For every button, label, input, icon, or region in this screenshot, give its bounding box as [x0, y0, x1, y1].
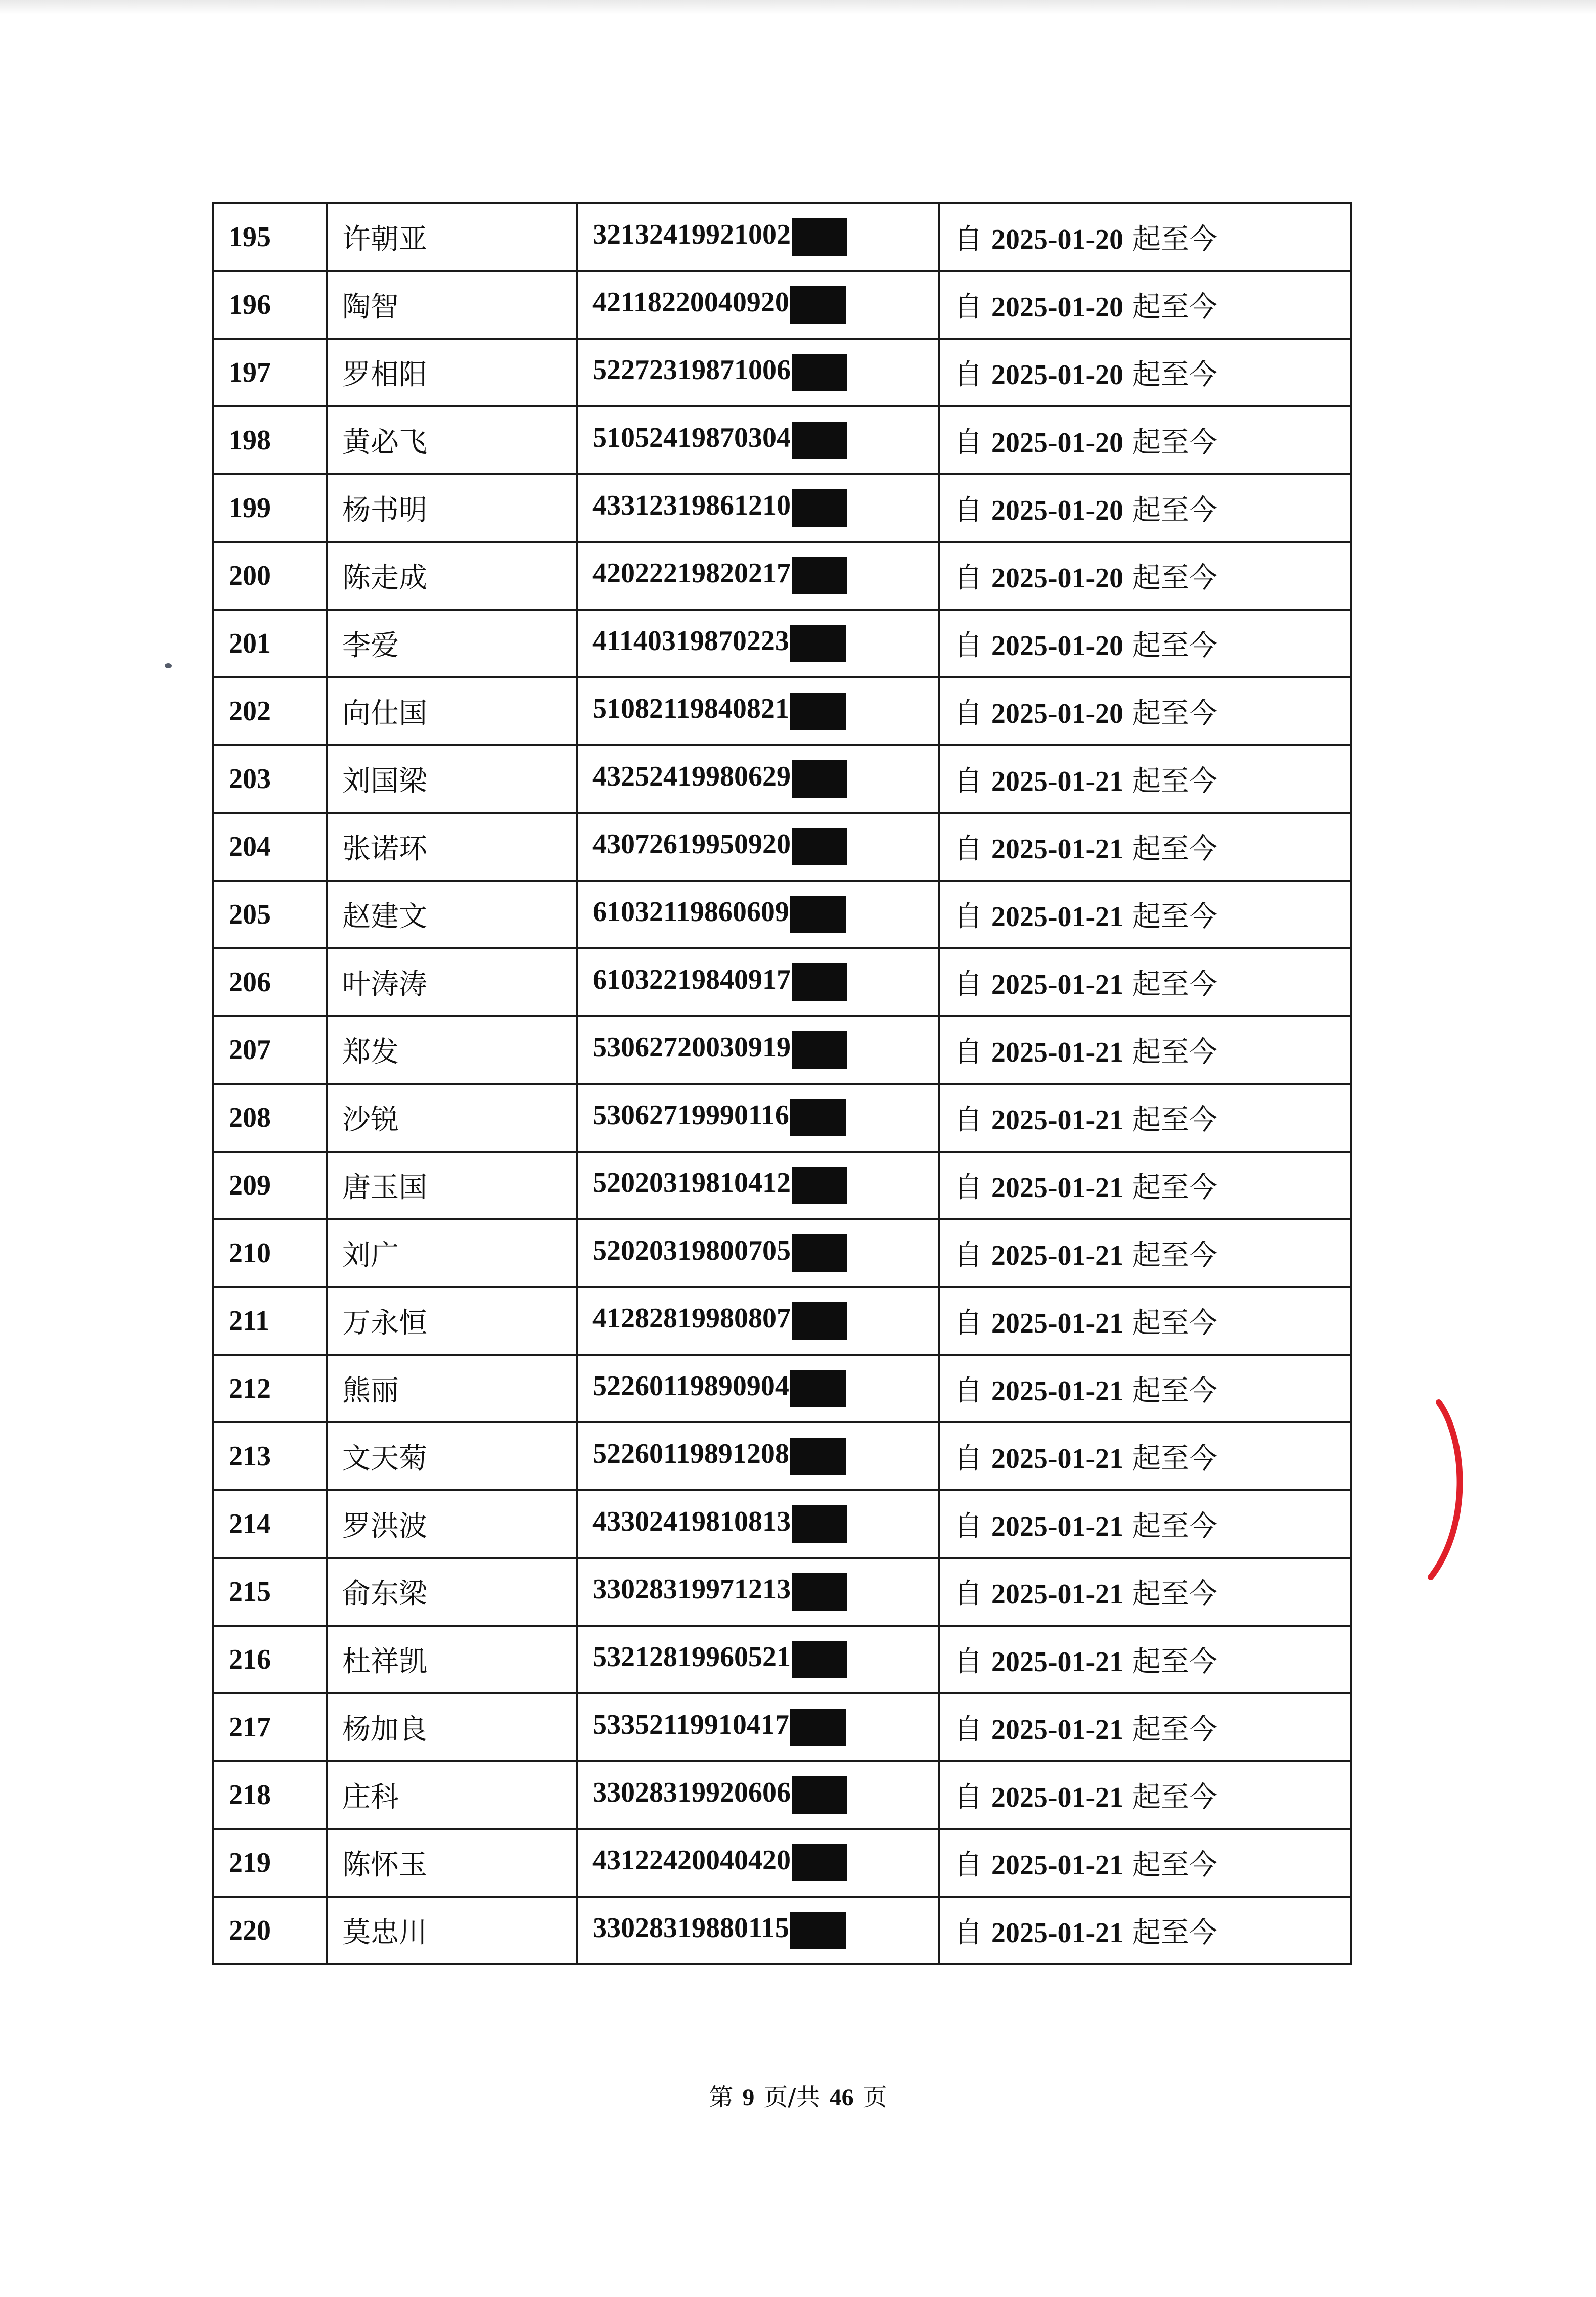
id-number-cell [577, 1897, 939, 1964]
period-cell [939, 339, 1351, 406]
period-cell [939, 1422, 1351, 1490]
period-cell [939, 474, 1351, 542]
row-number: 212 [213, 1355, 327, 1422]
period-cell [939, 1152, 1351, 1219]
period-suffix: 起至今 [1132, 1036, 1217, 1069]
redaction-block [792, 557, 847, 594]
period-prefix: 自 [954, 291, 982, 324]
person-name: 李爱 [327, 610, 577, 677]
row-number: 216 [213, 1626, 327, 1693]
records-table [212, 202, 1352, 1965]
period-date: 2025-01-21 [991, 1037, 1124, 1068]
period-cell [939, 881, 1351, 948]
id-number-visible: 61032119860609 [592, 896, 789, 928]
id-number-cell [577, 406, 939, 474]
table-row [213, 881, 1351, 948]
id-number-visible: 43302419810813 [592, 1505, 791, 1537]
period-cell [939, 1761, 1351, 1829]
row-number: 213 [213, 1422, 327, 1490]
period-prefix: 自 [954, 1645, 982, 1678]
person-name: 郑发 [327, 1016, 577, 1084]
id-number-visible: 53352119910417 [592, 1709, 789, 1740]
period-suffix: 起至今 [1132, 291, 1217, 324]
row-number: 217 [213, 1693, 327, 1761]
period-cell [939, 1219, 1351, 1287]
period-prefix: 自 [954, 629, 982, 662]
id-number-cell [577, 1016, 939, 1084]
table-row [213, 1490, 1351, 1558]
person-name: 杨书明 [327, 474, 577, 542]
period-date: 2025-01-20 [991, 698, 1124, 729]
id-number-cell [577, 1152, 939, 1219]
period-date: 2025-01-21 [991, 1646, 1124, 1678]
period-cell [939, 406, 1351, 474]
period-cell [939, 1626, 1351, 1693]
footer-current-page: 9 [742, 2084, 755, 2111]
period-suffix: 起至今 [1132, 358, 1217, 391]
id-number-visible: 32132419921002 [592, 218, 791, 250]
period-suffix: 起至今 [1132, 1781, 1217, 1814]
person-name: 张诺环 [327, 813, 577, 881]
id-number-cell [577, 203, 939, 271]
period-suffix: 起至今 [1132, 1442, 1217, 1475]
redaction-block [790, 896, 846, 933]
period-date: 2025-01-20 [991, 427, 1124, 458]
redaction-block [792, 963, 847, 1001]
redaction-block [792, 1844, 847, 1881]
period-cell [939, 1897, 1351, 1964]
redaction-block [792, 1234, 847, 1272]
period-prefix: 自 [954, 1849, 982, 1881]
table-row [213, 1016, 1351, 1084]
period-suffix: 起至今 [1132, 1916, 1217, 1949]
period-cell [939, 1084, 1351, 1152]
period-prefix: 自 [954, 900, 982, 933]
redaction-block [790, 625, 846, 662]
table-row [213, 1219, 1351, 1287]
id-number-visible: 53062719990116 [592, 1099, 789, 1131]
id-number-visible: 43252419980629 [592, 760, 791, 792]
id-number-visible: 43122420040420 [592, 1844, 791, 1876]
period-date: 2025-01-20 [991, 495, 1124, 526]
id-number-cell [577, 1084, 939, 1152]
period-prefix: 自 [954, 697, 982, 730]
redaction-block [790, 1099, 846, 1136]
period-prefix: 自 [954, 562, 982, 594]
row-number: 208 [213, 1084, 327, 1152]
person-name: 陶智 [327, 271, 577, 339]
table-row [213, 677, 1351, 745]
row-number: 196 [213, 271, 327, 339]
id-number-visible: 51052419870304 [592, 422, 791, 453]
table-row [213, 1084, 1351, 1152]
period-date: 2025-01-21 [991, 1511, 1124, 1542]
scan-top-edge [0, 0, 1596, 14]
period-date: 2025-01-21 [991, 1375, 1124, 1407]
table-row [213, 1422, 1351, 1490]
period-suffix: 起至今 [1132, 629, 1217, 662]
id-number-visible: 52260119891208 [592, 1438, 789, 1469]
redaction-block [790, 286, 846, 324]
id-number-cell [577, 948, 939, 1016]
person-name: 许朝亚 [327, 203, 577, 271]
redaction-block [792, 760, 847, 798]
row-number: 200 [213, 542, 327, 610]
period-prefix: 自 [954, 1104, 982, 1136]
period-cell [939, 542, 1351, 610]
person-name: 陈走成 [327, 542, 577, 610]
period-cell [939, 1287, 1351, 1355]
table-row [213, 1761, 1351, 1829]
period-prefix: 自 [954, 358, 982, 391]
period-suffix: 起至今 [1132, 968, 1217, 1001]
footer-middle: 页/共 [763, 2083, 820, 2111]
row-number: 199 [213, 474, 327, 542]
period-prefix: 自 [954, 426, 982, 459]
row-number: 206 [213, 948, 327, 1016]
id-number-visible: 42022219820217 [592, 557, 791, 589]
table-row [213, 406, 1351, 474]
period-prefix: 自 [954, 765, 982, 798]
period-cell [939, 948, 1351, 1016]
period-date: 2025-01-20 [991, 630, 1124, 662]
redaction-block [792, 218, 847, 256]
period-prefix: 自 [954, 1781, 982, 1814]
period-prefix: 自 [954, 1916, 982, 1949]
id-number-cell [577, 881, 939, 948]
period-date: 2025-01-20 [991, 292, 1124, 323]
table-row [213, 203, 1351, 271]
table-row [213, 1626, 1351, 1693]
period-prefix: 自 [954, 1171, 982, 1204]
period-prefix: 自 [954, 1510, 982, 1543]
id-number-visible: 61032219840917 [592, 963, 791, 995]
period-date: 2025-01-20 [991, 359, 1124, 391]
period-suffix: 起至今 [1132, 1239, 1217, 1272]
period-date: 2025-01-21 [991, 766, 1124, 797]
person-name: 黄必飞 [327, 406, 577, 474]
period-date: 2025-01-21 [991, 1172, 1124, 1204]
row-number: 209 [213, 1152, 327, 1219]
period-date: 2025-01-21 [991, 834, 1124, 865]
period-prefix: 自 [954, 494, 982, 527]
redaction-block [792, 354, 847, 391]
footer-suffix: 页 [862, 2083, 887, 2111]
stamp-arc [1416, 1395, 1476, 1587]
period-suffix: 起至今 [1132, 697, 1217, 730]
row-number: 214 [213, 1490, 327, 1558]
period-suffix: 起至今 [1132, 765, 1217, 798]
id-number-cell [577, 1355, 939, 1422]
table-row [213, 474, 1351, 542]
table-row [213, 542, 1351, 610]
id-number-cell [577, 1490, 939, 1558]
table-row [213, 1693, 1351, 1761]
redaction-block [792, 422, 847, 459]
period-suffix: 起至今 [1132, 833, 1217, 865]
row-number: 219 [213, 1829, 327, 1897]
id-number-visible: 43312319861210 [592, 489, 791, 521]
id-number-visible: 33028319971213 [592, 1573, 791, 1605]
id-number-cell [577, 677, 939, 745]
person-name: 文天菊 [327, 1422, 577, 1490]
table-row [213, 339, 1351, 406]
period-date: 2025-01-21 [991, 1443, 1124, 1475]
person-name: 陈怀玉 [327, 1829, 577, 1897]
period-date: 2025-01-21 [991, 1240, 1124, 1271]
period-prefix: 自 [954, 968, 982, 1001]
id-number-cell [577, 1626, 939, 1693]
person-name: 罗洪波 [327, 1490, 577, 1558]
table-row [213, 1829, 1351, 1897]
person-name: 杨加良 [327, 1693, 577, 1761]
id-number-visible: 33028319920606 [592, 1776, 791, 1808]
id-number-cell [577, 1422, 939, 1490]
person-name: 唐玉国 [327, 1152, 577, 1219]
row-number: 210 [213, 1219, 327, 1287]
table-row [213, 1558, 1351, 1626]
period-date: 2025-01-20 [991, 563, 1124, 594]
row-number: 207 [213, 1016, 327, 1084]
scan-speck [165, 663, 172, 668]
period-cell [939, 271, 1351, 339]
person-name: 莫忠川 [327, 1897, 577, 1964]
period-date: 2025-01-21 [991, 1579, 1124, 1610]
period-suffix: 起至今 [1132, 1307, 1217, 1340]
period-cell [939, 745, 1351, 813]
table-row [213, 745, 1351, 813]
id-number-cell [577, 1558, 939, 1626]
period-suffix: 起至今 [1132, 1645, 1217, 1678]
id-number-visible: 53212819960521 [592, 1641, 791, 1673]
id-number-cell [577, 271, 939, 339]
id-number-cell [577, 610, 939, 677]
period-prefix: 自 [954, 833, 982, 865]
row-number: 215 [213, 1558, 327, 1626]
id-number-visible: 52020319810412 [592, 1167, 791, 1199]
id-number-cell [577, 1761, 939, 1829]
period-suffix: 起至今 [1132, 426, 1217, 459]
row-number: 197 [213, 339, 327, 406]
redaction-block [790, 1438, 846, 1475]
row-number: 220 [213, 1897, 327, 1964]
period-date: 2025-01-21 [991, 901, 1124, 933]
period-date: 2025-01-21 [991, 1917, 1124, 1949]
period-prefix: 自 [954, 223, 982, 256]
table-row [213, 813, 1351, 881]
redaction-block [790, 693, 846, 730]
table-row [213, 610, 1351, 677]
id-number-visible: 42118220040920 [592, 286, 789, 318]
id-number-cell [577, 1693, 939, 1761]
redaction-block [792, 489, 847, 527]
redaction-block [792, 1776, 847, 1814]
period-suffix: 起至今 [1132, 223, 1217, 256]
redaction-block [792, 828, 847, 865]
person-name: 庄科 [327, 1761, 577, 1829]
redaction-block [790, 1912, 846, 1949]
records-table-body [213, 203, 1351, 1964]
id-number-visible: 52272319871006 [592, 354, 791, 386]
period-cell [939, 677, 1351, 745]
period-cell [939, 1490, 1351, 1558]
period-prefix: 自 [954, 1442, 982, 1475]
id-number-cell [577, 745, 939, 813]
redaction-block [790, 1370, 846, 1407]
person-name: 赵建文 [327, 881, 577, 948]
id-number-cell [577, 1287, 939, 1355]
period-date: 2025-01-21 [991, 1782, 1124, 1813]
redaction-block [792, 1641, 847, 1678]
period-cell [939, 813, 1351, 881]
person-name: 向仕国 [327, 677, 577, 745]
row-number: 218 [213, 1761, 327, 1829]
period-prefix: 自 [954, 1036, 982, 1069]
table-row [213, 1152, 1351, 1219]
person-name: 叶涛涛 [327, 948, 577, 1016]
period-date: 2025-01-20 [991, 224, 1124, 255]
period-date: 2025-01-21 [991, 1714, 1124, 1745]
redaction-block [792, 1031, 847, 1069]
person-name: 万永恒 [327, 1287, 577, 1355]
period-cell [939, 1558, 1351, 1626]
period-cell [939, 1829, 1351, 1897]
id-number-cell [577, 1829, 939, 1897]
period-prefix: 自 [954, 1374, 982, 1407]
redaction-block [792, 1573, 847, 1611]
id-number-visible: 43072619950920 [592, 828, 791, 860]
row-number: 204 [213, 813, 327, 881]
redaction-block [792, 1505, 847, 1543]
table-row [213, 1355, 1351, 1422]
redaction-block [792, 1167, 847, 1204]
period-suffix: 起至今 [1132, 1713, 1217, 1746]
row-number: 198 [213, 406, 327, 474]
period-prefix: 自 [954, 1307, 982, 1340]
period-cell [939, 1355, 1351, 1422]
id-number-visible: 52020319800705 [592, 1234, 791, 1266]
table-row [213, 1897, 1351, 1964]
person-name: 刘广 [327, 1219, 577, 1287]
footer-prefix: 第 [709, 2083, 734, 2111]
row-number: 201 [213, 610, 327, 677]
table-row [213, 1287, 1351, 1355]
period-date: 2025-01-21 [991, 1850, 1124, 1881]
id-number-visible: 51082119840821 [592, 693, 789, 724]
period-suffix: 起至今 [1132, 900, 1217, 933]
person-name: 熊丽 [327, 1355, 577, 1422]
period-cell [939, 1016, 1351, 1084]
period-prefix: 自 [954, 1578, 982, 1611]
person-name: 俞东梁 [327, 1558, 577, 1626]
footer-total-pages: 46 [829, 2084, 854, 2111]
period-cell [939, 203, 1351, 271]
id-number-visible: 41140319870223 [592, 625, 789, 657]
id-number-cell [577, 542, 939, 610]
period-suffix: 起至今 [1132, 494, 1217, 527]
row-number: 202 [213, 677, 327, 745]
period-prefix: 自 [954, 1239, 982, 1272]
person-name: 罗相阳 [327, 339, 577, 406]
id-number-cell [577, 813, 939, 881]
period-suffix: 起至今 [1132, 1104, 1217, 1136]
person-name: 杜祥凯 [327, 1626, 577, 1693]
period-date: 2025-01-21 [991, 969, 1124, 1000]
period-suffix: 起至今 [1132, 1374, 1217, 1407]
period-suffix: 起至今 [1132, 1510, 1217, 1543]
period-suffix: 起至今 [1132, 1578, 1217, 1611]
row-number: 205 [213, 881, 327, 948]
period-cell [939, 610, 1351, 677]
period-cell [939, 1693, 1351, 1761]
period-suffix: 起至今 [1132, 1171, 1217, 1204]
period-prefix: 自 [954, 1713, 982, 1746]
id-number-visible: 33028319880115 [592, 1912, 789, 1944]
row-number: 211 [213, 1287, 327, 1355]
id-number-cell [577, 1219, 939, 1287]
table-row [213, 271, 1351, 339]
redaction-block [790, 1709, 846, 1746]
period-suffix: 起至今 [1132, 1849, 1217, 1881]
id-number-visible: 41282819980807 [592, 1302, 791, 1334]
row-number: 195 [213, 203, 327, 271]
page-footer [0, 2078, 1596, 2112]
redaction-block [792, 1302, 847, 1340]
id-number-visible: 52260119890904 [592, 1370, 789, 1402]
row-number: 203 [213, 745, 327, 813]
period-date: 2025-01-21 [991, 1308, 1124, 1339]
person-name: 刘国梁 [327, 745, 577, 813]
table-row [213, 948, 1351, 1016]
person-name: 沙锐 [327, 1084, 577, 1152]
period-suffix: 起至今 [1132, 562, 1217, 594]
id-number-cell [577, 474, 939, 542]
id-number-visible: 53062720030919 [592, 1031, 791, 1063]
period-date: 2025-01-21 [991, 1105, 1124, 1136]
id-number-cell [577, 339, 939, 406]
